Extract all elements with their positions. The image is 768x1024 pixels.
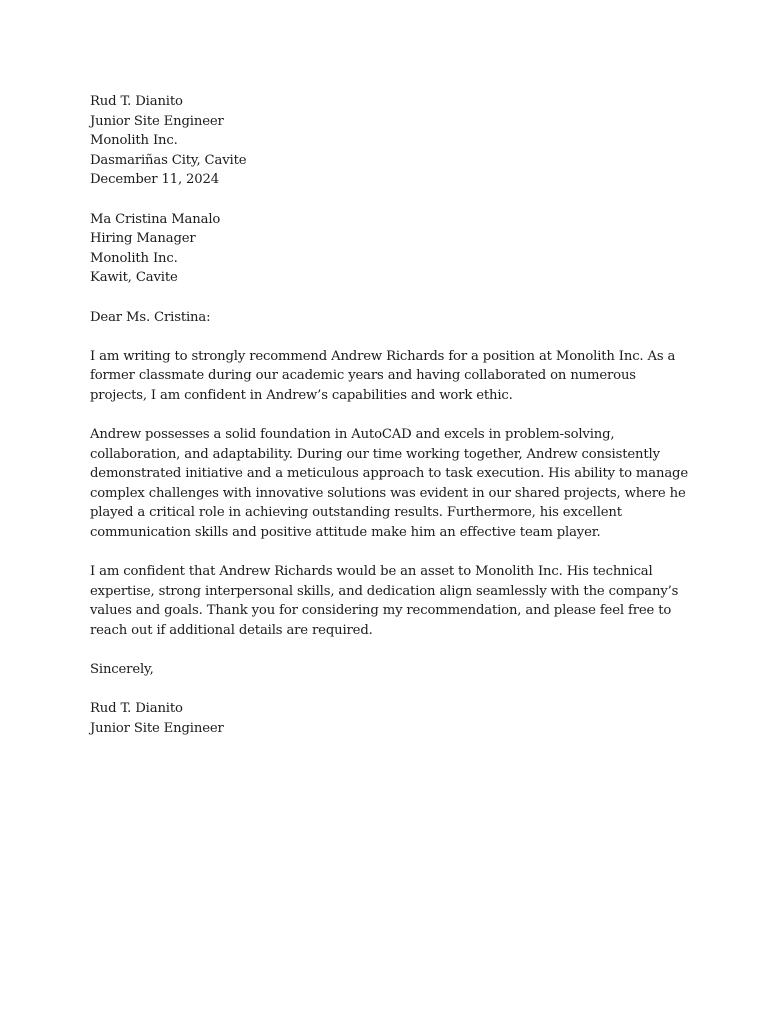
- signature-block: [90, 699, 680, 738]
- sender-city: Dasmariñas City, Cavite: [90, 152, 247, 168]
- paragraph-2: [90, 425, 688, 543]
- recipient-block: [90, 210, 680, 288]
- recipient-company: Monolith Inc.: [90, 250, 178, 266]
- recipient-title: Hiring Manager: [90, 231, 196, 247]
- paragraph-line: reach out if additional details are required.: [90, 623, 373, 639]
- paragraph-line: communication skills and positive attitude make him an effective team player.: [90, 525, 601, 541]
- paragraph-line: projects, I am confident in Andrew’s capabilities and work ethic.: [90, 387, 513, 403]
- paragraph-line: Andrew possesses a solid foundation in AutoCAD and excels in problem-solving,: [90, 427, 615, 443]
- closing-text: Sincerely,: [90, 662, 154, 678]
- paragraph-line: played a critical role in achieving outstanding results. Furthermore, his excellent: [90, 505, 622, 521]
- sender-title: Junior Site Engineer: [90, 113, 224, 129]
- closing: [90, 660, 680, 680]
- paragraph-line: demonstrated initiative and a meticulous approach to task execution. His ability to manage: [90, 466, 688, 482]
- signature-name: Rud T. Dianito: [90, 701, 183, 717]
- sender-block: [90, 92, 680, 190]
- recipient-city: Kawit, Cavite: [90, 270, 178, 286]
- salutation-text: Dear Ms. Cristina:: [90, 309, 211, 325]
- signature-title: Junior Site Engineer: [90, 721, 224, 736]
- recipient-name: Ma Cristina Manalo: [90, 211, 221, 227]
- paragraph-3: [90, 562, 680, 640]
- sender-company: Monolith Inc.: [90, 133, 178, 149]
- paragraph-line: I am writing to strongly recommend Andrew Richards for a position at Monolith Inc. As a: [90, 348, 676, 364]
- letter-date: December 11, 2024: [90, 172, 219, 188]
- paragraph-1: [90, 347, 680, 406]
- paragraph-line: I am confident that Andrew Richards would be an asset to Monolith Inc. His technical: [90, 564, 653, 580]
- sender-name: Rud T. Dianito: [90, 94, 183, 109]
- salutation: [90, 308, 680, 328]
- recommendation-letter: [90, 92, 688, 758]
- paragraph-line: collaboration, and adaptability. During our time working together, Andrew consistently: [90, 446, 660, 462]
- paragraph-line: expertise, strong interpersonal skills, and dedication align seamlessly with the company’s: [90, 583, 679, 599]
- paragraph-line: complex challenges with innovative solutions was evident in our shared projects, where he: [90, 485, 686, 501]
- paragraph-line: values and goals. Thank you for considering my recommendation, and please feel free to: [90, 603, 672, 619]
- paragraph-line: former classmate during our academic years and having collaborated on numerous: [90, 368, 636, 384]
